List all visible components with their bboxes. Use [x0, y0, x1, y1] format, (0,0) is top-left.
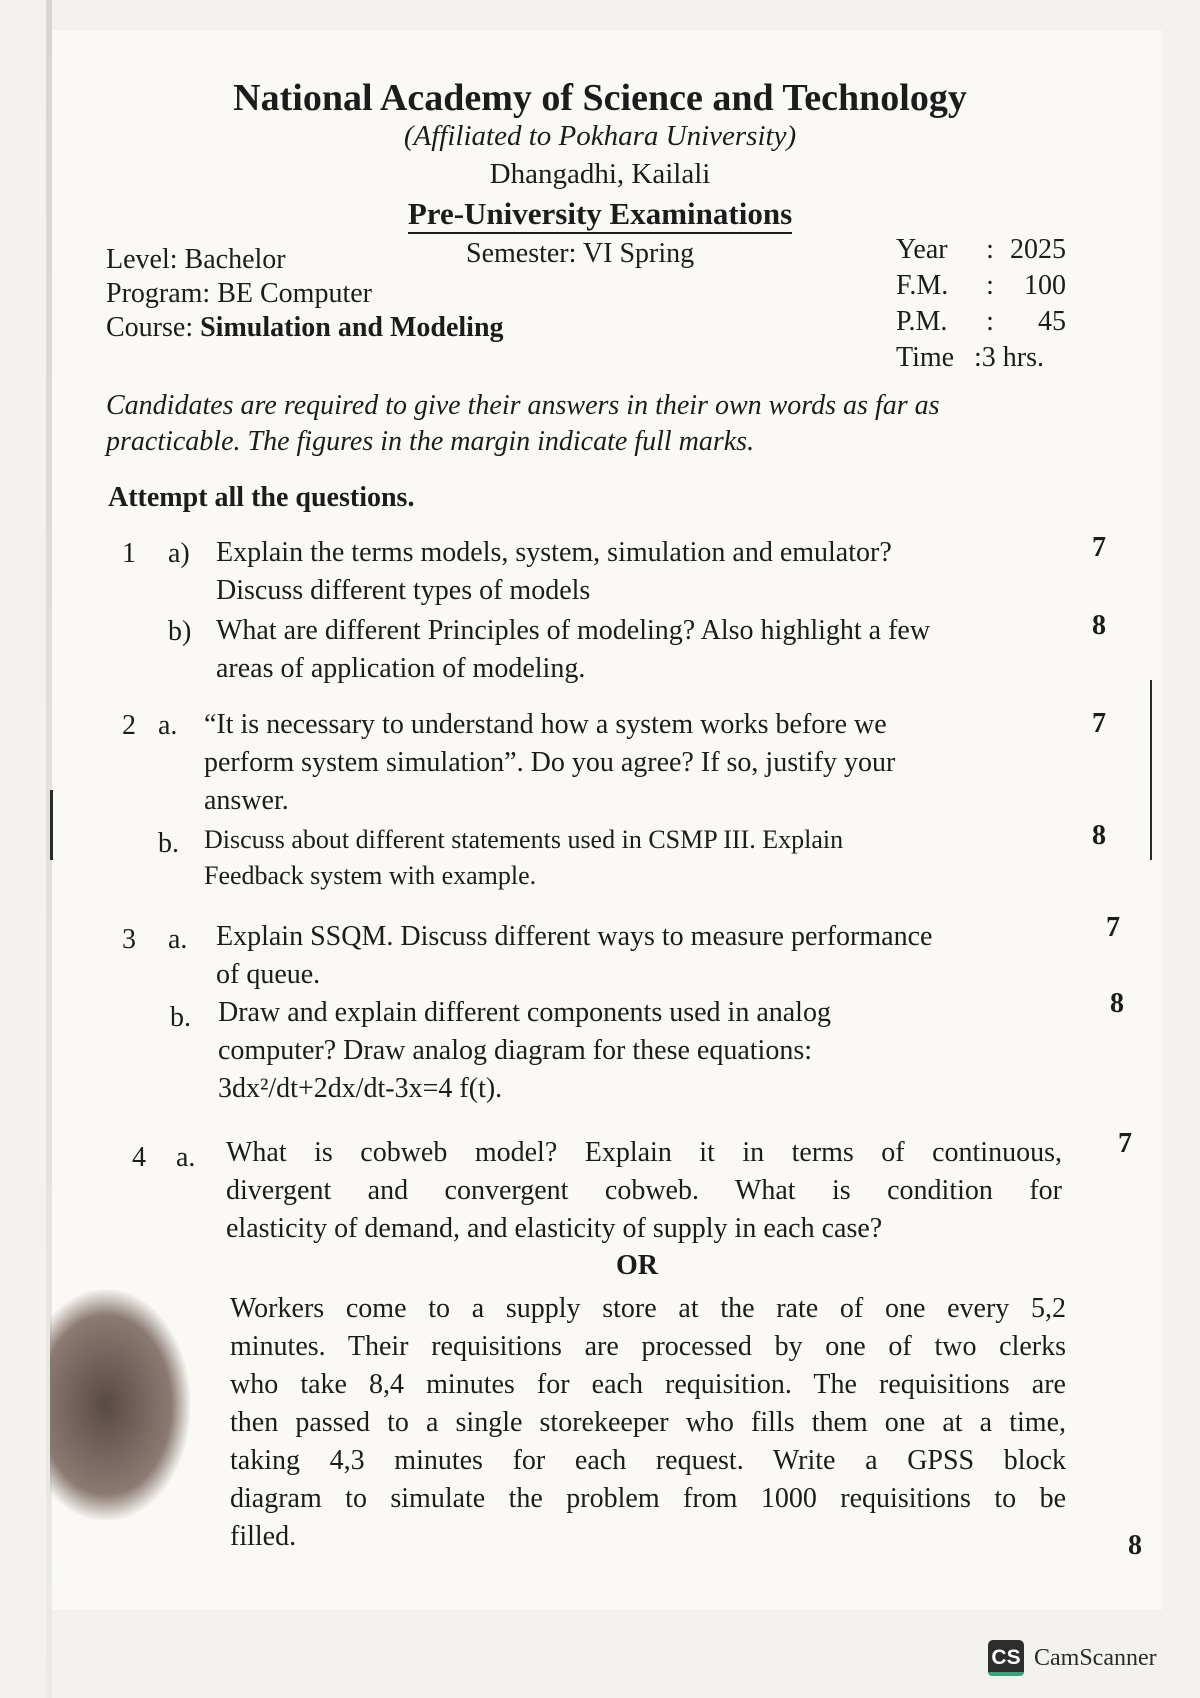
left-margin-mark: [50, 790, 53, 860]
question-number: 1: [122, 538, 136, 569]
camscanner-logo-bar: [988, 1672, 1024, 1676]
program-line: [106, 278, 372, 310]
marks: 8: [1092, 820, 1106, 851]
location: Dhangadhi, Kailali: [489, 158, 711, 190]
question-line: computer? Draw analog diagram for these equations:: [218, 1035, 813, 1066]
question-text: [216, 534, 892, 610]
question-line: then passed to a single storekeeper who fills them one at a time,: [230, 1407, 1066, 1438]
course-line: [106, 312, 504, 344]
question-line: perform system simulation”. Do you agree? If so, justify your: [204, 747, 896, 778]
year-value: 2025: [1010, 234, 1066, 265]
camscanner-watermark: CamScanner: [1034, 1645, 1157, 1671]
question-number: 4: [132, 1142, 146, 1173]
time-line: [896, 342, 1044, 374]
colon: :: [986, 234, 994, 265]
institution-title: National Academy of Science and Technology: [233, 77, 967, 119]
course-value: Simulation and Modeling: [200, 312, 504, 343]
question-number: 2: [122, 710, 136, 741]
time-label: Time: [896, 342, 955, 373]
semester-value: VI Spring: [582, 238, 695, 269]
question-line: who take 8,4 minutes for each requisition. The requisitions are: [230, 1369, 1066, 1400]
level-label: Level:: [106, 244, 178, 275]
year-label: Year: [896, 234, 948, 265]
marks: 7: [1092, 708, 1106, 739]
question-line: Workers come to a supply store at the rate of one every 5,2: [230, 1293, 1066, 1324]
question-line: diagram to simulate the problem from 1000 requisitions to be: [230, 1483, 1066, 1514]
semester-line: [466, 238, 694, 270]
question-text: [216, 918, 932, 994]
question-line: Feedback system with example.: [204, 861, 537, 890]
year-line: [896, 234, 1066, 266]
part-label: b.: [158, 828, 179, 859]
part-label: b.: [170, 1002, 191, 1033]
question-line: elasticity of demand, and elasticity of supply in each case?: [226, 1213, 883, 1244]
question-line: Discuss different types of models: [216, 575, 591, 606]
part-label: a.: [176, 1142, 196, 1173]
part-label: a.: [168, 924, 188, 955]
marks: 7: [1118, 1128, 1132, 1159]
part-label: a): [168, 538, 190, 569]
question-line: Discuss about different statements used in CSMP III. Explain: [204, 825, 844, 854]
program-label: Program:: [106, 278, 211, 309]
level-value: Bachelor: [184, 244, 286, 275]
question-line: taking 4,3 minutes for each request. Write a GPSS block: [230, 1445, 1066, 1476]
marks: 8: [1110, 988, 1124, 1019]
instructions: Candidates are required to give their answers in their own words as far as practicable. The figures in the margin indicate full marks.: [106, 390, 940, 457]
or-separator: OR: [616, 1250, 658, 1281]
program-value: BE Computer: [217, 278, 372, 309]
affiliation: (Affiliated to Pokhara University): [403, 120, 797, 152]
question-line: areas of application of modeling.: [216, 653, 586, 684]
question-number: 3: [122, 924, 136, 955]
colon: :: [974, 342, 982, 373]
question-line: Draw and explain different components used in analog: [218, 997, 831, 1028]
marks: 8: [1092, 610, 1106, 641]
question-line: Explain SSQM. Discuss different ways to measure performance: [216, 921, 933, 952]
question-text: [216, 612, 930, 688]
question-line: minutes. Their requisitions are processed by one of two clerks: [230, 1331, 1066, 1362]
colon: :: [986, 306, 994, 337]
fm-line: [896, 270, 1066, 302]
attempt-note: Attempt all the questions.: [108, 482, 415, 513]
pm-value: 45: [1038, 306, 1066, 337]
question-text: [204, 822, 843, 894]
semester-label: Semester:: [466, 238, 577, 269]
part-label: a.: [158, 710, 178, 741]
question-line: Explain the terms models, system, simulation and emulator?: [216, 537, 892, 568]
level-line: [106, 244, 286, 276]
marks: 8: [1128, 1530, 1142, 1561]
pm-label: P.M.: [896, 306, 948, 337]
fm-value: 100: [1024, 270, 1066, 301]
colon: :: [986, 270, 994, 301]
question-line: “It is necessary to understand how a system works before we: [204, 709, 887, 740]
exam-title-text: Pre-University Examinations: [408, 196, 792, 234]
right-margin-mark: [1150, 680, 1152, 860]
question-line: of queue.: [216, 959, 321, 990]
question-line: What is cobweb model? Explain it in terms of continuous,: [226, 1137, 1062, 1168]
exam-title: [0, 196, 1200, 232]
question-text: [218, 994, 831, 1108]
question-line: 3dx²/dt+2dx/dt-3x=4 f(t).: [218, 1073, 503, 1104]
question-line: What are different Principles of modeling? Also highlight a few: [216, 615, 931, 646]
question-text: [204, 706, 895, 820]
question-line: divergent and convergent cobweb. What is condition for: [226, 1175, 1062, 1206]
marks: 7: [1092, 532, 1106, 563]
course-label: Course:: [106, 312, 194, 343]
time-value: 3 hrs.: [981, 342, 1045, 373]
marks: 7: [1106, 912, 1120, 943]
question-line: filled.: [230, 1521, 297, 1552]
fm-label: F.M.: [896, 270, 949, 301]
finger-shadow: [50, 1290, 190, 1520]
question-text: [226, 1134, 1062, 1248]
question-line: answer.: [204, 785, 289, 816]
part-label: b): [168, 616, 192, 647]
alternative-question: [230, 1290, 1066, 1556]
pm-line: [896, 306, 1066, 338]
camscanner-logo-icon: CS: [988, 1640, 1024, 1676]
